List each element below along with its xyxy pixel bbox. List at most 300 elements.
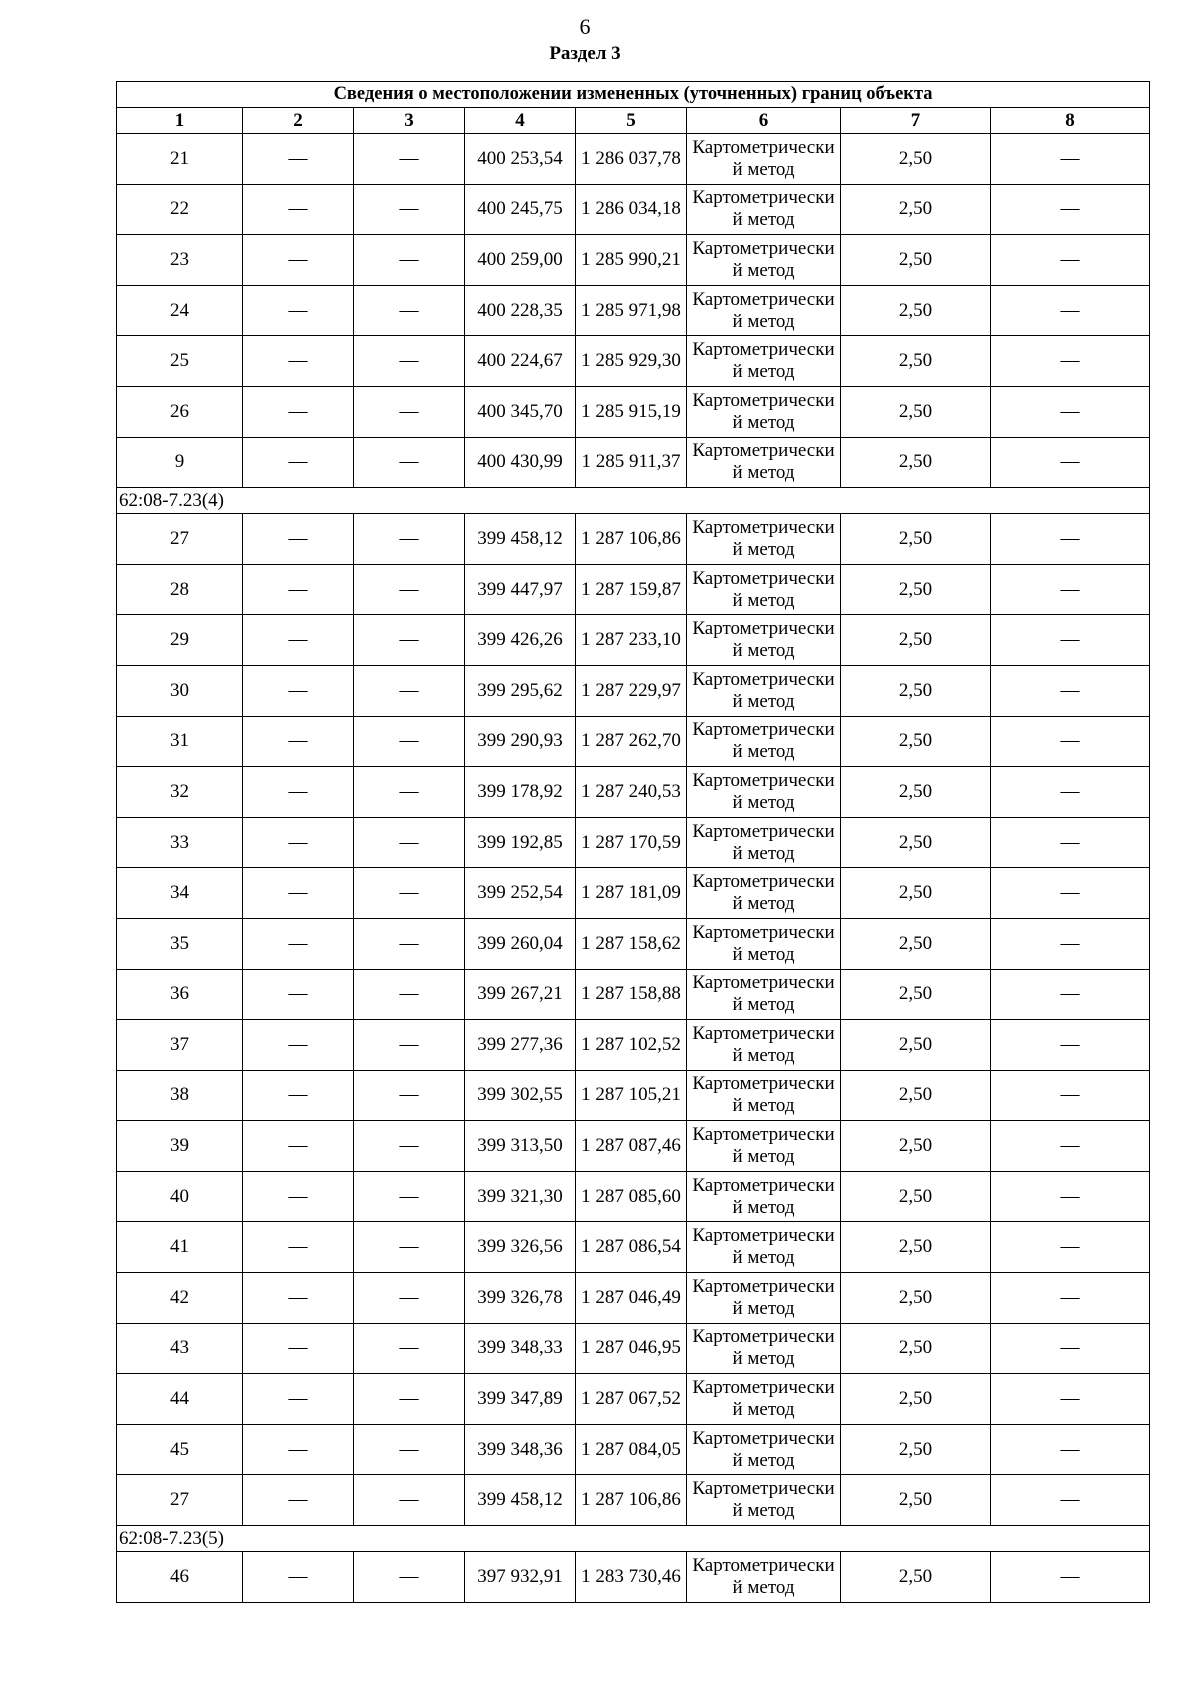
description-cell: — xyxy=(991,1222,1150,1273)
point-number-cell: 9 xyxy=(117,437,243,488)
new-y-cell: 1 283 730,46 xyxy=(576,1552,687,1603)
method-line-1: Картометрически xyxy=(692,1124,835,1146)
method-line-2: й метод xyxy=(732,589,795,611)
new-y-cell: 1 287 067,52 xyxy=(576,1374,687,1425)
method-cell xyxy=(687,235,841,286)
old-x-cell: — xyxy=(243,285,354,336)
table-row xyxy=(117,817,1150,868)
old-y-cell: — xyxy=(354,1552,465,1603)
method-cell xyxy=(687,615,841,666)
table-row xyxy=(117,1020,1150,1071)
new-y-cell: 1 287 106,86 xyxy=(576,514,687,565)
contour-group-row xyxy=(117,488,1150,514)
column-number: 8 xyxy=(991,108,1150,134)
method-line-2: й метод xyxy=(732,1196,795,1218)
method-line-2: й метод xyxy=(732,994,795,1016)
method-line-1: Картометрически xyxy=(692,440,835,462)
method-line-1: Картометрически xyxy=(692,187,835,209)
point-number-cell: 41 xyxy=(117,1222,243,1273)
contour-group-row xyxy=(117,1526,1150,1552)
point-number-cell: 25 xyxy=(117,336,243,387)
new-x-cell: 399 426,26 xyxy=(465,615,576,666)
method-line-1: Картометрически xyxy=(692,1377,835,1399)
description-cell: — xyxy=(991,1273,1150,1324)
method-line-1: Картометрически xyxy=(692,921,835,943)
method-line-1: Картометрически xyxy=(692,972,835,994)
column-number: 5 xyxy=(576,108,687,134)
method-cell xyxy=(687,134,841,185)
method-line-2: й метод xyxy=(732,791,795,813)
old-y-cell: — xyxy=(354,817,465,868)
old-x-cell: — xyxy=(243,1273,354,1324)
new-y-cell: 1 286 037,78 xyxy=(576,134,687,185)
table-row xyxy=(117,1552,1150,1603)
accuracy-cell: 2,50 xyxy=(841,235,991,286)
old-x-cell: — xyxy=(243,1222,354,1273)
method-line-2: й метод xyxy=(732,1095,795,1117)
new-x-cell: 400 224,67 xyxy=(465,336,576,387)
old-x-cell: — xyxy=(243,1552,354,1603)
method-cell xyxy=(687,918,841,969)
table-row xyxy=(117,716,1150,767)
method-line-2: й метод xyxy=(732,361,795,383)
old-y-cell: — xyxy=(354,1070,465,1121)
old-y-cell: — xyxy=(354,386,465,437)
method-cell xyxy=(687,969,841,1020)
new-x-cell: 399 348,36 xyxy=(465,1424,576,1475)
method-line-2: й метод xyxy=(732,462,795,484)
new-y-cell: 1 287 158,88 xyxy=(576,969,687,1020)
method-cell xyxy=(687,817,841,868)
accuracy-cell: 2,50 xyxy=(841,1323,991,1374)
description-cell: — xyxy=(991,285,1150,336)
description-cell: — xyxy=(991,665,1150,716)
new-x-cell: 399 277,36 xyxy=(465,1020,576,1071)
old-x-cell: — xyxy=(243,1374,354,1425)
new-x-cell: 399 290,93 xyxy=(465,716,576,767)
table-row xyxy=(117,1070,1150,1121)
accuracy-cell: 2,50 xyxy=(841,1374,991,1425)
table-row xyxy=(117,235,1150,286)
column-number: 6 xyxy=(687,108,841,134)
old-x-cell: — xyxy=(243,969,354,1020)
accuracy-cell: 2,50 xyxy=(841,564,991,615)
accuracy-cell: 2,50 xyxy=(841,1121,991,1172)
accuracy-cell: 2,50 xyxy=(841,716,991,767)
table-row xyxy=(117,1171,1150,1222)
point-number-cell: 22 xyxy=(117,184,243,235)
method-line-2: й метод xyxy=(732,411,795,433)
new-x-cell: 399 326,56 xyxy=(465,1222,576,1273)
method-line-1: Картометрически xyxy=(692,1073,835,1095)
method-cell xyxy=(687,716,841,767)
accuracy-cell: 2,50 xyxy=(841,1424,991,1475)
old-x-cell: — xyxy=(243,437,354,488)
new-x-cell: 399 295,62 xyxy=(465,665,576,716)
old-y-cell: — xyxy=(354,514,465,565)
method-line-2: й метод xyxy=(732,690,795,712)
accuracy-cell: 2,50 xyxy=(841,665,991,716)
table-row xyxy=(117,969,1150,1020)
new-y-cell: 1 287 158,62 xyxy=(576,918,687,969)
new-y-cell: 1 287 181,09 xyxy=(576,868,687,919)
point-number-cell: 44 xyxy=(117,1374,243,1425)
accuracy-cell: 2,50 xyxy=(841,285,991,336)
method-line-1: Картометрически xyxy=(692,668,835,690)
old-y-cell: — xyxy=(354,1273,465,1324)
column-number: 3 xyxy=(354,108,465,134)
old-x-cell: — xyxy=(243,514,354,565)
old-y-cell: — xyxy=(354,285,465,336)
boundary-coordinates-table xyxy=(116,81,1150,1603)
point-number-cell: 29 xyxy=(117,615,243,666)
old-x-cell: — xyxy=(243,868,354,919)
point-number-cell: 33 xyxy=(117,817,243,868)
section-title: Раздел 3 xyxy=(549,43,621,64)
point-number-cell: 30 xyxy=(117,665,243,716)
method-line-1: Картометрически xyxy=(692,1554,835,1576)
description-cell: — xyxy=(991,1374,1150,1425)
old-y-cell: — xyxy=(354,716,465,767)
new-x-cell: 399 178,92 xyxy=(465,767,576,818)
point-number-cell: 39 xyxy=(117,1121,243,1172)
accuracy-cell: 2,50 xyxy=(841,134,991,185)
new-x-cell: 399 321,30 xyxy=(465,1171,576,1222)
method-line-1: Картометрически xyxy=(692,618,835,640)
old-y-cell: — xyxy=(354,1475,465,1526)
point-number-cell: 28 xyxy=(117,564,243,615)
new-x-cell: 399 447,97 xyxy=(465,564,576,615)
new-x-cell: 399 267,21 xyxy=(465,969,576,1020)
old-y-cell: — xyxy=(354,969,465,1020)
description-cell: — xyxy=(991,767,1150,818)
old-y-cell: — xyxy=(354,1121,465,1172)
old-y-cell: — xyxy=(354,564,465,615)
new-x-cell: 400 259,00 xyxy=(465,235,576,286)
description-cell: — xyxy=(991,868,1150,919)
point-number-cell: 40 xyxy=(117,1171,243,1222)
method-cell xyxy=(687,665,841,716)
method-cell xyxy=(687,868,841,919)
old-x-cell: — xyxy=(243,716,354,767)
old-y-cell: — xyxy=(354,1374,465,1425)
table-row xyxy=(117,665,1150,716)
new-y-cell: 1 285 990,21 xyxy=(576,235,687,286)
method-cell xyxy=(687,1475,841,1526)
method-cell xyxy=(687,437,841,488)
old-x-cell: — xyxy=(243,134,354,185)
description-cell: — xyxy=(991,969,1150,1020)
column-number: 7 xyxy=(841,108,991,134)
method-line-2: й метод xyxy=(732,893,795,915)
new-y-cell: 1 287 046,95 xyxy=(576,1323,687,1374)
contour-group-label: 62:08-7.23(5) xyxy=(117,1526,1150,1552)
method-line-2: й метод xyxy=(732,741,795,763)
table-row xyxy=(117,184,1150,235)
method-line-2: й метод xyxy=(732,158,795,180)
method-line-1: Картометрически xyxy=(692,1022,835,1044)
old-x-cell: — xyxy=(243,1171,354,1222)
method-line-2: й метод xyxy=(732,538,795,560)
table-row xyxy=(117,1475,1150,1526)
method-line-2: й метод xyxy=(732,1297,795,1319)
new-x-cell: 400 345,70 xyxy=(465,386,576,437)
new-x-cell: 400 430,99 xyxy=(465,437,576,488)
method-cell xyxy=(687,1222,841,1273)
description-cell: — xyxy=(991,817,1150,868)
new-x-cell: 400 245,75 xyxy=(465,184,576,235)
old-x-cell: — xyxy=(243,1475,354,1526)
description-cell: — xyxy=(991,1424,1150,1475)
method-cell xyxy=(687,336,841,387)
method-line-2: й метод xyxy=(732,1044,795,1066)
new-y-cell: 1 287 087,46 xyxy=(576,1121,687,1172)
accuracy-cell: 2,50 xyxy=(841,1020,991,1071)
method-line-2: й метод xyxy=(732,1500,795,1522)
point-number-cell: 32 xyxy=(117,767,243,818)
accuracy-cell: 2,50 xyxy=(841,615,991,666)
new-y-cell: 1 287 159,87 xyxy=(576,564,687,615)
table-row xyxy=(117,514,1150,565)
new-x-cell: 399 260,04 xyxy=(465,918,576,969)
old-y-cell: — xyxy=(354,134,465,185)
point-number-cell: 31 xyxy=(117,716,243,767)
new-y-cell: 1 287 233,10 xyxy=(576,615,687,666)
method-cell xyxy=(687,1323,841,1374)
old-x-cell: — xyxy=(243,665,354,716)
method-line-2: й метод xyxy=(732,1247,795,1269)
new-y-cell: 1 287 106,86 xyxy=(576,1475,687,1526)
new-x-cell: 400 228,35 xyxy=(465,285,576,336)
old-y-cell: — xyxy=(354,1020,465,1071)
method-line-1: Картометрически xyxy=(692,136,835,158)
accuracy-cell: 2,50 xyxy=(841,868,991,919)
description-cell: — xyxy=(991,716,1150,767)
method-line-1: Картометрически xyxy=(692,288,835,310)
table-row xyxy=(117,1222,1150,1273)
old-x-cell: — xyxy=(243,1070,354,1121)
description-cell: — xyxy=(991,1323,1150,1374)
old-y-cell: — xyxy=(354,767,465,818)
table-body xyxy=(117,134,1150,1603)
method-line-1: Картометрически xyxy=(692,389,835,411)
page-number: 6 xyxy=(579,14,591,39)
description-cell: — xyxy=(991,1020,1150,1071)
point-number-cell: 38 xyxy=(117,1070,243,1121)
point-number-cell: 36 xyxy=(117,969,243,1020)
point-number-cell: 27 xyxy=(117,1475,243,1526)
table-row xyxy=(117,767,1150,818)
accuracy-cell: 2,50 xyxy=(841,1171,991,1222)
old-x-cell: — xyxy=(243,235,354,286)
method-line-2: й метод xyxy=(732,1399,795,1421)
method-line-2: й метод xyxy=(732,943,795,965)
description-cell: — xyxy=(991,134,1150,185)
new-x-cell: 397 932,91 xyxy=(465,1552,576,1603)
old-y-cell: — xyxy=(354,235,465,286)
method-line-2: й метод xyxy=(732,310,795,332)
accuracy-cell: 2,50 xyxy=(841,184,991,235)
old-y-cell: — xyxy=(354,1424,465,1475)
table-row xyxy=(117,918,1150,969)
method-line-1: Картометрически xyxy=(692,1427,835,1449)
point-number-cell: 37 xyxy=(117,1020,243,1071)
accuracy-cell: 2,50 xyxy=(841,514,991,565)
table-row xyxy=(117,1424,1150,1475)
method-line-2: й метод xyxy=(732,259,795,281)
old-x-cell: — xyxy=(243,1424,354,1475)
accuracy-cell: 2,50 xyxy=(841,336,991,387)
point-number-cell: 43 xyxy=(117,1323,243,1374)
new-y-cell: 1 285 915,19 xyxy=(576,386,687,437)
method-line-1: Картометрически xyxy=(692,1174,835,1196)
method-cell xyxy=(687,1552,841,1603)
table-row xyxy=(117,437,1150,488)
new-y-cell: 1 285 929,30 xyxy=(576,336,687,387)
method-line-1: Картометрически xyxy=(692,516,835,538)
old-y-cell: — xyxy=(354,868,465,919)
table-row xyxy=(117,1273,1150,1324)
table-caption: Сведения о местоположении измененных (уточненных) границ объекта xyxy=(117,82,1150,108)
method-cell xyxy=(687,285,841,336)
new-y-cell: 1 286 034,18 xyxy=(576,184,687,235)
description-cell: — xyxy=(991,184,1150,235)
accuracy-cell: 2,50 xyxy=(841,767,991,818)
table-row xyxy=(117,1374,1150,1425)
old-x-cell: — xyxy=(243,615,354,666)
description-cell: — xyxy=(991,918,1150,969)
method-cell xyxy=(687,184,841,235)
accuracy-cell: 2,50 xyxy=(841,1475,991,1526)
old-x-cell: — xyxy=(243,336,354,387)
description-cell: — xyxy=(991,437,1150,488)
point-number-cell: 26 xyxy=(117,386,243,437)
method-cell xyxy=(687,1020,841,1071)
new-x-cell: 400 253,54 xyxy=(465,134,576,185)
new-y-cell: 1 287 229,97 xyxy=(576,665,687,716)
old-y-cell: — xyxy=(354,1222,465,1273)
old-y-cell: — xyxy=(354,184,465,235)
point-number-cell: 34 xyxy=(117,868,243,919)
old-y-cell: — xyxy=(354,336,465,387)
method-cell xyxy=(687,564,841,615)
method-cell xyxy=(687,1070,841,1121)
method-cell xyxy=(687,1374,841,1425)
column-number: 1 xyxy=(117,108,243,134)
new-y-cell: 1 285 971,98 xyxy=(576,285,687,336)
old-y-cell: — xyxy=(354,615,465,666)
table-row xyxy=(117,336,1150,387)
point-number-cell: 42 xyxy=(117,1273,243,1324)
description-cell: — xyxy=(991,1552,1150,1603)
point-number-cell: 24 xyxy=(117,285,243,336)
new-x-cell: 399 252,54 xyxy=(465,868,576,919)
new-y-cell: 1 287 105,21 xyxy=(576,1070,687,1121)
method-cell xyxy=(687,767,841,818)
method-cell xyxy=(687,1424,841,1475)
new-x-cell: 399 458,12 xyxy=(465,514,576,565)
accuracy-cell: 2,50 xyxy=(841,918,991,969)
new-y-cell: 1 287 170,59 xyxy=(576,817,687,868)
description-cell: — xyxy=(991,1475,1150,1526)
old-x-cell: — xyxy=(243,386,354,437)
method-cell xyxy=(687,514,841,565)
accuracy-cell: 2,50 xyxy=(841,1222,991,1273)
table-row xyxy=(117,1323,1150,1374)
description-cell: — xyxy=(991,564,1150,615)
method-line-2: й метод xyxy=(732,1348,795,1370)
new-y-cell: 1 287 046,49 xyxy=(576,1273,687,1324)
method-line-2: й метод xyxy=(732,1576,795,1598)
column-number: 4 xyxy=(465,108,576,134)
method-line-1: Картометрически xyxy=(692,567,835,589)
new-y-cell: 1 287 240,53 xyxy=(576,767,687,818)
new-x-cell: 399 302,55 xyxy=(465,1070,576,1121)
description-cell: — xyxy=(991,1171,1150,1222)
description-cell: — xyxy=(991,615,1150,666)
accuracy-cell: 2,50 xyxy=(841,386,991,437)
method-line-2: й метод xyxy=(732,640,795,662)
contour-group-label: 62:08-7.23(4) xyxy=(117,488,1150,514)
method-cell xyxy=(687,386,841,437)
point-number-cell: 23 xyxy=(117,235,243,286)
new-x-cell: 399 347,89 xyxy=(465,1374,576,1425)
old-x-cell: — xyxy=(243,1020,354,1071)
table-row xyxy=(117,615,1150,666)
column-number-row xyxy=(117,108,1150,134)
method-cell xyxy=(687,1121,841,1172)
description-cell: — xyxy=(991,386,1150,437)
old-y-cell: — xyxy=(354,918,465,969)
method-line-2: й метод xyxy=(732,842,795,864)
method-line-1: Картометрически xyxy=(692,237,835,259)
method-line-1: Картометрически xyxy=(692,1326,835,1348)
table-row xyxy=(117,134,1150,185)
old-x-cell: — xyxy=(243,767,354,818)
method-line-2: й метод xyxy=(732,1449,795,1471)
old-x-cell: — xyxy=(243,817,354,868)
accuracy-cell: 2,50 xyxy=(841,969,991,1020)
method-line-1: Картометрически xyxy=(692,339,835,361)
old-y-cell: — xyxy=(354,437,465,488)
new-y-cell: 1 287 084,05 xyxy=(576,1424,687,1475)
old-y-cell: — xyxy=(354,665,465,716)
old-y-cell: — xyxy=(354,1171,465,1222)
new-x-cell: 399 313,50 xyxy=(465,1121,576,1172)
point-number-cell: 46 xyxy=(117,1552,243,1603)
old-x-cell: — xyxy=(243,1121,354,1172)
old-y-cell: — xyxy=(354,1323,465,1374)
description-cell: — xyxy=(991,514,1150,565)
method-line-1: Картометрически xyxy=(692,1478,835,1500)
new-x-cell: 399 348,33 xyxy=(465,1323,576,1374)
description-cell: — xyxy=(991,1070,1150,1121)
point-number-cell: 27 xyxy=(117,514,243,565)
new-y-cell: 1 285 911,37 xyxy=(576,437,687,488)
description-cell: — xyxy=(991,336,1150,387)
table-row xyxy=(117,386,1150,437)
new-x-cell: 399 458,12 xyxy=(465,1475,576,1526)
old-x-cell: — xyxy=(243,564,354,615)
accuracy-cell: 2,50 xyxy=(841,817,991,868)
new-x-cell: 399 192,85 xyxy=(465,817,576,868)
description-cell: — xyxy=(991,1121,1150,1172)
method-line-2: й метод xyxy=(732,209,795,231)
accuracy-cell: 2,50 xyxy=(841,1070,991,1121)
method-line-1: Картометрически xyxy=(692,719,835,741)
table-row xyxy=(117,564,1150,615)
point-number-cell: 45 xyxy=(117,1424,243,1475)
